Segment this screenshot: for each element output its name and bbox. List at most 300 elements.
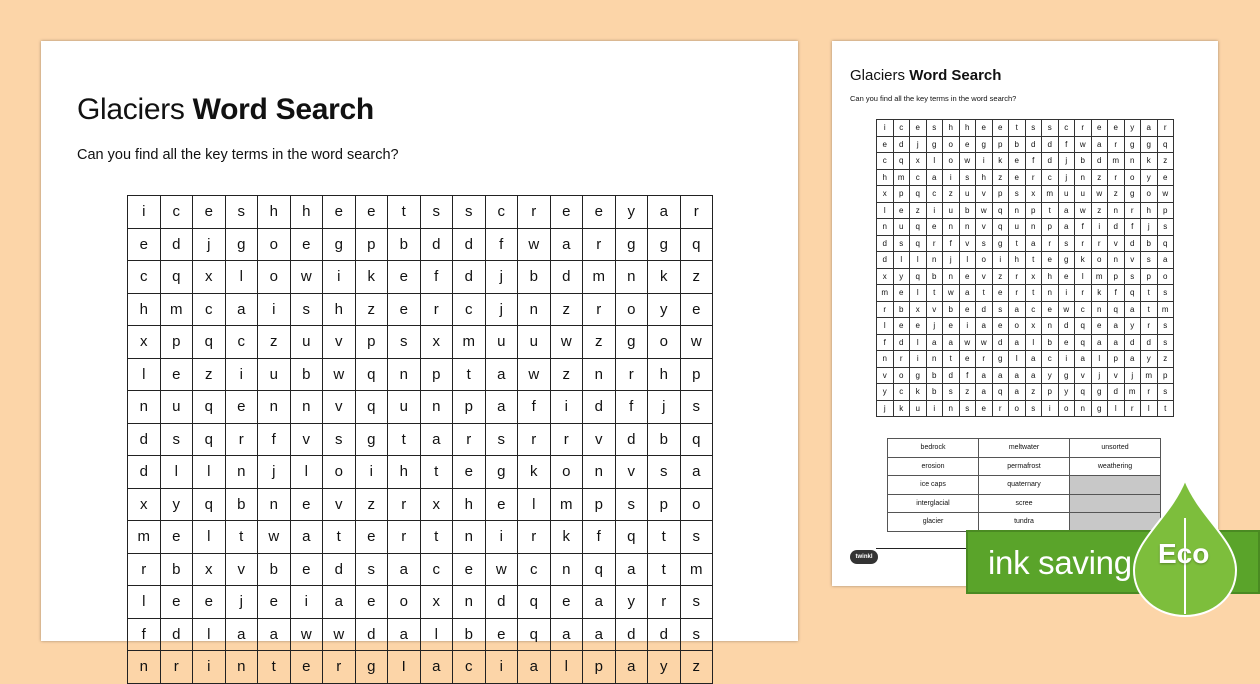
grid-cell: p — [583, 489, 616, 522]
word-row — [888, 513, 1161, 532]
grid-cell: t — [1158, 401, 1175, 418]
grid-cell: p — [161, 326, 194, 359]
grid-cell: q — [193, 391, 226, 424]
grid-cell: m — [1042, 186, 1059, 203]
grid-cell: e — [1092, 120, 1109, 137]
grid-cell: x — [877, 269, 894, 286]
grid-cell: u — [1059, 186, 1076, 203]
grid-cell: w — [960, 335, 977, 352]
grid-cell: a — [1026, 368, 1043, 385]
grid-cell: g — [1141, 137, 1158, 154]
grid-cell: v — [927, 302, 944, 319]
grid-cell: w — [323, 359, 356, 392]
grid-cell: r — [226, 424, 259, 457]
grid-cell: m — [1158, 302, 1175, 319]
grid-cell: a — [1125, 302, 1142, 319]
grid-cell: l — [226, 261, 259, 294]
grid-cell: d — [1125, 236, 1142, 253]
grid-cell: a — [1009, 335, 1026, 352]
grid-cell: n — [226, 456, 259, 489]
grid-cell: z — [993, 170, 1010, 187]
grid-cell: r — [1075, 236, 1092, 253]
grid-cell: m — [877, 285, 894, 302]
grid-cell: o — [551, 456, 584, 489]
title-light: Glaciers — [77, 93, 185, 126]
grid-cell: t — [1009, 236, 1026, 253]
grid-cell: c — [161, 196, 194, 229]
grid-cell: n — [551, 554, 584, 587]
word-cell: interglacial — [888, 494, 979, 513]
grid-cell: v — [583, 424, 616, 457]
grid-cell: s — [356, 554, 389, 587]
grid-cell: a — [1059, 219, 1076, 236]
grid-cell: p — [1108, 351, 1125, 368]
grid-cell: v — [323, 326, 356, 359]
grid-cell: p — [1141, 269, 1158, 286]
grid-cell: n — [1125, 153, 1142, 170]
grid-cell: s — [681, 521, 714, 554]
word-cell: weathering — [1070, 457, 1161, 476]
word-cell: unsorted — [1070, 439, 1161, 458]
grid-cell: s — [161, 424, 194, 457]
grid-cell: a — [960, 285, 977, 302]
grid-cell: h — [1042, 269, 1059, 286]
grid-cell: r — [421, 294, 454, 327]
grid-cell: a — [616, 651, 649, 684]
grid-cell: e — [161, 586, 194, 619]
grid-cell: v — [976, 219, 993, 236]
grid-cell: e — [486, 489, 519, 522]
grid-cell: r — [1141, 318, 1158, 335]
grid-cell: i — [291, 586, 324, 619]
grid-cell: q — [518, 619, 551, 652]
grid-cell: t — [226, 521, 259, 554]
grid-cell: e — [993, 285, 1010, 302]
grid-cell: a — [1092, 335, 1109, 352]
word-cell: scree — [979, 494, 1070, 513]
title-light-small: Glaciers — [850, 67, 906, 84]
grid-cell: a — [291, 521, 324, 554]
brand-logo: twinkl — [850, 550, 878, 564]
grid-cell: x — [877, 186, 894, 203]
grid-cell: o — [1141, 186, 1158, 203]
grid-cell: n — [453, 521, 486, 554]
grid-cell: l — [927, 153, 944, 170]
grid-cell: c — [226, 326, 259, 359]
grid-cell: t — [421, 521, 454, 554]
grid-cell: a — [1158, 252, 1175, 269]
grid-cell: w — [1075, 137, 1092, 154]
grid-cell: a — [583, 586, 616, 619]
grid-cell: e — [128, 229, 161, 262]
grid-cell: r — [894, 351, 911, 368]
grid-cell: s — [1026, 120, 1043, 137]
grid-cell: i — [1042, 401, 1059, 418]
grid-cell: d — [616, 424, 649, 457]
grid-cell: d — [161, 619, 194, 652]
word-row — [888, 494, 1161, 513]
grid-cell: e — [453, 554, 486, 587]
grid-cell: e — [356, 586, 389, 619]
grid-cell: a — [1108, 318, 1125, 335]
grid-cell: b — [258, 554, 291, 587]
grid-cell: s — [927, 120, 944, 137]
grid-cell: r — [1092, 236, 1109, 253]
grid-cell: s — [421, 196, 454, 229]
grid-cell: g — [616, 229, 649, 262]
grid-cell: t — [421, 456, 454, 489]
grid-cell: t — [388, 196, 421, 229]
grid-cell: g — [1092, 384, 1109, 401]
grid-cell: f — [518, 391, 551, 424]
grid-cell: j — [486, 261, 519, 294]
word-search-grid — [127, 195, 713, 684]
grid-cell: u — [960, 186, 977, 203]
grid-cell: d — [616, 619, 649, 652]
grid-cell: f — [960, 368, 977, 385]
grid-cell: j — [193, 229, 226, 262]
grid-cell: z — [681, 261, 714, 294]
grid-cell: c — [193, 294, 226, 327]
grid-cell: z — [356, 294, 389, 327]
grid-cell: z — [681, 651, 714, 684]
grid-cell: i — [943, 170, 960, 187]
grid-cell: y — [1042, 368, 1059, 385]
grid-cell: i — [486, 521, 519, 554]
grid-cell: o — [681, 489, 714, 522]
grid-cell: s — [1158, 384, 1175, 401]
grid-cell: q — [910, 186, 927, 203]
grid-cell: x — [128, 326, 161, 359]
grid-cell: z — [258, 326, 291, 359]
grid-cell: a — [976, 368, 993, 385]
word-cell: erosion — [888, 457, 979, 476]
grid-cell: e — [927, 219, 944, 236]
grid-cell: s — [681, 619, 714, 652]
grid-cell: d — [976, 302, 993, 319]
grid-cell: r — [518, 196, 551, 229]
grid-cell: v — [291, 424, 324, 457]
eco-badge: Eco — [1158, 538, 1210, 569]
grid-cell: b — [960, 203, 977, 220]
grid-cell: t — [943, 351, 960, 368]
grid-cell: k — [1092, 285, 1109, 302]
grid-cell: k — [1141, 153, 1158, 170]
grid-cell: k — [1075, 252, 1092, 269]
grid-cell: n — [421, 391, 454, 424]
grid-cell: a — [388, 619, 421, 652]
grid-cell: e — [993, 120, 1010, 137]
grid-cell: g — [1125, 186, 1142, 203]
grid-cell: v — [323, 391, 356, 424]
grid-cell: j — [1092, 368, 1109, 385]
grid-cell: u — [518, 326, 551, 359]
grid-cell: x — [193, 554, 226, 587]
grid-cell: d — [894, 137, 911, 154]
grid-cell: p — [356, 326, 389, 359]
grid-cell: r — [877, 302, 894, 319]
grid-cell: t — [976, 285, 993, 302]
grid-cell: d — [877, 252, 894, 269]
grid-cell: v — [960, 236, 977, 253]
grid-cell: r — [518, 521, 551, 554]
grid-cell: a — [551, 619, 584, 652]
grid-cell: g — [486, 456, 519, 489]
grid-cell: p — [1042, 384, 1059, 401]
grid-cell: s — [1158, 335, 1175, 352]
grid-cell: u — [894, 219, 911, 236]
grid-cell: a — [226, 619, 259, 652]
grid-cell: l — [551, 651, 584, 684]
grid-cell: n — [1075, 170, 1092, 187]
grid-cell: b — [927, 269, 944, 286]
grid-cell: n — [877, 351, 894, 368]
grid-cell: q — [993, 203, 1010, 220]
grid-cell: q — [356, 391, 389, 424]
grid-cell: z — [1158, 351, 1175, 368]
grid-cell: b — [226, 489, 259, 522]
grid-cell: p — [356, 229, 389, 262]
grid-cell: r — [388, 489, 421, 522]
grid-cell: s — [993, 302, 1010, 319]
grid-cell: o — [943, 137, 960, 154]
grid-cell: z — [1092, 170, 1109, 187]
grid-cell: e — [1059, 335, 1076, 352]
grid-cell: a — [976, 384, 993, 401]
grid-cell: z — [583, 326, 616, 359]
grid-cell: h — [258, 196, 291, 229]
grid-cell: l — [161, 456, 194, 489]
grid-cell: m — [551, 489, 584, 522]
grid-cell: t — [1009, 120, 1026, 137]
grid-cell: j — [877, 401, 894, 418]
grid-cell: b — [453, 619, 486, 652]
grid-cell: a — [616, 554, 649, 587]
grid-cell: j — [1141, 219, 1158, 236]
grid-cell: o — [258, 261, 291, 294]
grid-cell: e — [993, 318, 1010, 335]
grid-cell: r — [927, 236, 944, 253]
grid-cell: l — [910, 335, 927, 352]
grid-cell: o — [616, 294, 649, 327]
grid-cell: e — [894, 203, 911, 220]
grid-cell: i — [1059, 285, 1076, 302]
grid-cell: r — [583, 294, 616, 327]
grid-cell: n — [943, 219, 960, 236]
grid-cell: d — [356, 619, 389, 652]
grid-cell: c — [1042, 351, 1059, 368]
grid-cell: o — [1009, 401, 1026, 418]
grid-cell: e — [894, 318, 911, 335]
grid-cell: y — [1059, 384, 1076, 401]
grid-cell: a — [388, 554, 421, 587]
grid-cell: w — [1059, 302, 1076, 319]
grid-cell: v — [226, 554, 259, 587]
grid-cell: l — [1141, 401, 1158, 418]
grid-cell: q — [1075, 318, 1092, 335]
grid-cell: f — [1125, 219, 1142, 236]
grid-cell: n — [583, 456, 616, 489]
grid-cell: e — [960, 302, 977, 319]
grid-cell: z — [960, 384, 977, 401]
grid-cell: h — [943, 120, 960, 137]
grid-cell: t — [258, 651, 291, 684]
grid-cell: z — [551, 359, 584, 392]
grid-cell: s — [453, 196, 486, 229]
grid-cell: r — [583, 229, 616, 262]
grid-cell: a — [323, 586, 356, 619]
grid-cell: g — [976, 137, 993, 154]
grid-cell: q — [193, 424, 226, 457]
grid-cell: f — [1075, 219, 1092, 236]
grid-cell: a — [1026, 351, 1043, 368]
grid-cell: f — [486, 229, 519, 262]
grid-cell: p — [421, 359, 454, 392]
grid-cell: l — [291, 456, 324, 489]
grid-cell: l — [193, 521, 226, 554]
grid-cell: x — [910, 153, 927, 170]
grid-cell: n — [453, 586, 486, 619]
grid-cell: f — [1108, 285, 1125, 302]
grid-cell: w — [976, 203, 993, 220]
grid-cell: k — [551, 521, 584, 554]
grid-cell: c — [910, 170, 927, 187]
grid-cell: a — [518, 651, 551, 684]
grid-cell: e — [388, 294, 421, 327]
grid-cell: e — [976, 120, 993, 137]
grid-cell: e — [161, 359, 194, 392]
grid-cell: y — [894, 269, 911, 286]
grid-cell: s — [976, 236, 993, 253]
grid-cell: v — [1108, 236, 1125, 253]
grid-cell: a — [1141, 120, 1158, 137]
grid-cell: h — [453, 489, 486, 522]
grid-cell: n — [877, 219, 894, 236]
grid-cell: g — [1059, 252, 1076, 269]
grid-cell: d — [1042, 137, 1059, 154]
grid-cell: d — [1108, 219, 1125, 236]
grid-cell: h — [976, 170, 993, 187]
grid-cell: e — [161, 521, 194, 554]
grid-cell: r — [551, 424, 584, 457]
grid-cell: e — [910, 120, 927, 137]
grid-cell: y — [877, 384, 894, 401]
grid-cell: n — [927, 351, 944, 368]
grid-cell: i — [960, 318, 977, 335]
grid-cell: b — [518, 261, 551, 294]
grid-cell: d — [583, 391, 616, 424]
grid-cell: b — [1075, 153, 1092, 170]
grid-cell: b — [291, 359, 324, 392]
grid-cell: o — [976, 252, 993, 269]
word-search-grid-small — [876, 119, 1174, 417]
grid-cell: s — [1158, 285, 1175, 302]
grid-cell: d — [993, 335, 1010, 352]
grid-cell: b — [1141, 236, 1158, 253]
grid-cell: a — [486, 391, 519, 424]
grid-cell: e — [226, 391, 259, 424]
grid-cell: q — [193, 326, 226, 359]
grid-cell: l — [128, 586, 161, 619]
grid-cell: o — [1059, 401, 1076, 418]
grid-cell: h — [877, 170, 894, 187]
grid-cell: n — [291, 391, 324, 424]
grid-cell: s — [486, 424, 519, 457]
grid-cell: q — [910, 236, 927, 253]
grid-cell: p — [894, 186, 911, 203]
grid-cell: t — [927, 285, 944, 302]
grid-cell: b — [648, 424, 681, 457]
word-row — [888, 439, 1161, 458]
grid-cell: h — [1141, 203, 1158, 220]
grid-cell: t — [1141, 302, 1158, 319]
word-cell: glacier — [888, 513, 979, 532]
grid-cell: a — [226, 294, 259, 327]
grid-cell: g — [910, 368, 927, 385]
grid-cell: g — [1092, 401, 1109, 418]
grid-cell: c — [894, 384, 911, 401]
grid-cell: n — [943, 269, 960, 286]
grid-cell: d — [1108, 384, 1125, 401]
grid-cell: k — [518, 456, 551, 489]
grid-cell: v — [1125, 252, 1142, 269]
grid-cell: m — [453, 326, 486, 359]
grid-cell: i — [551, 391, 584, 424]
grid-cell: o — [1125, 170, 1142, 187]
grid-cell: g — [323, 229, 356, 262]
grid-cell: k — [648, 261, 681, 294]
grid-cell: e — [1059, 269, 1076, 286]
grid-cell: i — [226, 359, 259, 392]
grid-cell: v — [976, 186, 993, 203]
ink-saving-text: ink saving — [988, 544, 1132, 581]
grid-cell: g — [927, 137, 944, 154]
grid-cell: e — [943, 318, 960, 335]
grid-cell: k — [894, 401, 911, 418]
grid-cell: g — [1059, 368, 1076, 385]
grid-cell: t — [648, 554, 681, 587]
grid-cell: l — [910, 252, 927, 269]
grid-cell: w — [1158, 186, 1175, 203]
grid-cell: x — [1026, 186, 1043, 203]
grid-cell: q — [993, 384, 1010, 401]
grid-cell: c — [1026, 302, 1043, 319]
grid-cell: z — [1158, 153, 1175, 170]
grid-cell: g — [226, 229, 259, 262]
grid-cell: t — [1141, 285, 1158, 302]
grid-cell: l — [1092, 351, 1109, 368]
grid-cell: c — [453, 294, 486, 327]
grid-cell: q — [681, 229, 714, 262]
grid-cell: w — [258, 521, 291, 554]
grid-cell: t — [453, 359, 486, 392]
grid-cell: e — [1009, 170, 1026, 187]
grid-cell: y — [1125, 318, 1142, 335]
grid-cell: g — [993, 236, 1010, 253]
grid-cell: j — [1059, 170, 1076, 187]
grid-cell: r — [976, 351, 993, 368]
grid-cell: l — [877, 318, 894, 335]
grid-cell: n — [388, 359, 421, 392]
grid-cell: q — [1125, 285, 1142, 302]
grid-cell: f — [421, 261, 454, 294]
grid-cell: w — [291, 619, 324, 652]
grid-cell: c — [877, 153, 894, 170]
grid-cell: r — [681, 196, 714, 229]
grid-cell: l — [894, 252, 911, 269]
grid-cell: c — [1059, 120, 1076, 137]
grid-cell: v — [976, 269, 993, 286]
